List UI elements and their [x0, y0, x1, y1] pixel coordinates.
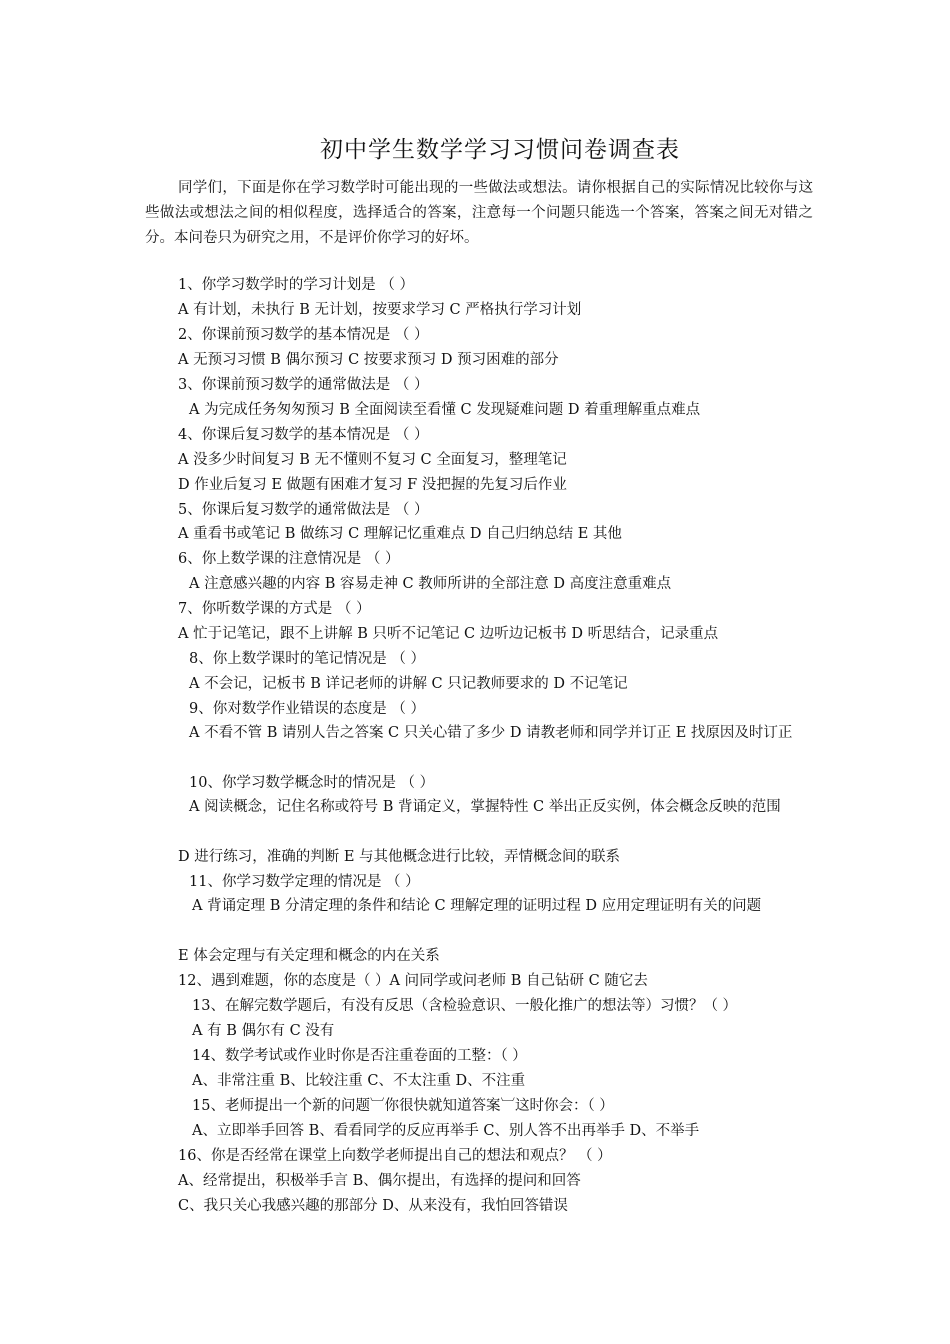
question-9-options: A 不看不管 B 请别人告之答案 C 只关心错了多少 D 请教老师和同学并订正 E 找原因及时订正 — [189, 725, 793, 741]
question-7: 7、你听数学课的方式是 （ ） — [178, 601, 371, 617]
question-4: 4、你课后复习数学的基本情况是 （ ） — [178, 427, 429, 443]
question-9: 9、你对数学作业错误的态度是 （ ） — [189, 701, 425, 717]
question-4-options-1: A 没多少时间复习 B 无不懂则不复习 C 全面复习，整理笔记 — [178, 452, 567, 468]
question-6: 6、你上数学课的注意情况是 （ ） — [178, 551, 400, 567]
question-14: 14、数学考试或作业时你是否注重卷面的工整：（ ） — [192, 1048, 527, 1064]
question-5-options: A 重看书或笔记 B 做练习 C 理解记忆重难点 D 自己归纳总结 E 其他 — [178, 526, 622, 542]
question-11: 11、你学习数学定理的情况是 （ ） — [189, 874, 420, 890]
question-11-options-1: A 背诵定理 B 分清定理的条件和结论 C 理解定理的证明过程 D 应用定理证明有关的问题 — [192, 898, 762, 914]
question-8-options: A 不会记，记板书 B 详记老师的讲解 C 只记教师要求的 D 不记笔记 — [189, 676, 628, 692]
question-4-options-2: D 作业后复习 E 做题有困难才复习 F 没把握的先复习后作业 — [178, 477, 567, 493]
question-10-options-1: A 阅读概念，记住名称或符号 B 背诵定义，掌握特性 C 举出正反实例，体会概念反映的范围 — [189, 799, 781, 815]
question-3-options: A 为完成任务匆匆预习 B 全面阅读至看懂 C 发现疑难问题 D 着重理解重点难点 — [189, 402, 701, 418]
question-10: 10、你学习数学概念时的情况是 （ ） — [189, 775, 435, 791]
question-13: 13、在解完数学题后，有没有反思（含检验意识、一般化推广的想法等）习惯？（ ） — [192, 998, 738, 1014]
question-1: 1、你学习数学时的学习计划是 （ ） — [178, 277, 414, 293]
question-3: 3、你课前预习数学的通常做法是 （ ） — [178, 377, 429, 393]
question-16-options-2: C、我只关心我感兴趣的那部分 D、从来没有，我怕回答错误 — [178, 1198, 568, 1214]
question-13-options: A 有 B 偶尔有 C 没有 — [192, 1023, 335, 1039]
question-1-options: A 有计划，未执行 B 无计划，按要求学习 C 严格执行学习计划 — [178, 302, 582, 318]
question-14-options: A、非常注重 B、比较注重 C、不太注重 D、不注重 — [192, 1073, 526, 1089]
intro-paragraph: 同学们，下面是你在学习数学时可能出现的一些做法或想法。请你根据自己的实际情况比较你与这些做法或想法之间的相似程度，选择适合的答案，注意每一个问题只能选一个答案，答案之间无对错之分。本问卷只为研究之用，不是评价你学习的好坏。 — [145, 180, 813, 246]
question-6-options: A 注意感兴趣的内容 B 容易走神 C 教师所讲的全部注意 D 高度注意重难点 — [189, 576, 672, 592]
question-5: 5、你课后复习数学的通常做法是 （ ） — [178, 502, 429, 518]
question-15-options: A、立即举手回答 B、看看同学的反应再举手 C、别人答不出再举手 D、不举手 — [192, 1123, 700, 1139]
question-10-options-2: D 进行练习，准确的判断 E 与其他概念进行比较，弄情概念间的联系 — [178, 849, 621, 865]
question-2-options: A 无预习习惯 B 偶尔预习 C 按要求预习 D 预习困难的部分 — [178, 352, 559, 368]
question-16: 16、你是否经常在课堂上向数学老师提出自己的想法和观点？ （ ） — [178, 1148, 612, 1164]
question-2: 2、你课前预习数学的基本情况是 （ ） — [178, 327, 429, 343]
question-15: 15、老师提出一个新的问题︺你很快就知道答案︺这时你会：（ ） — [192, 1098, 614, 1114]
question-7-options: A 忙于记笔记，跟不上讲解 B 只听不记笔记 C 边听边记板书 D 听思结合，记录重点 — [178, 626, 719, 642]
question-16-options-1: A、经常提出，积极举手言 B、偶尔提出，有选择的提问和回答 — [178, 1173, 581, 1189]
page-title: 初中学生数学学习习惯问卷调查表 — [320, 137, 680, 163]
question-8: 8、你上数学课时的笔记情况是 （ ） — [189, 651, 425, 667]
question-12: 12、遇到难题，你的态度是（ ）A 问同学或问老师 B 自己钻研 C 随它去 — [178, 973, 648, 989]
question-11-options-2: E 体会定理与有关定理和概念的内在关系 — [178, 948, 440, 964]
